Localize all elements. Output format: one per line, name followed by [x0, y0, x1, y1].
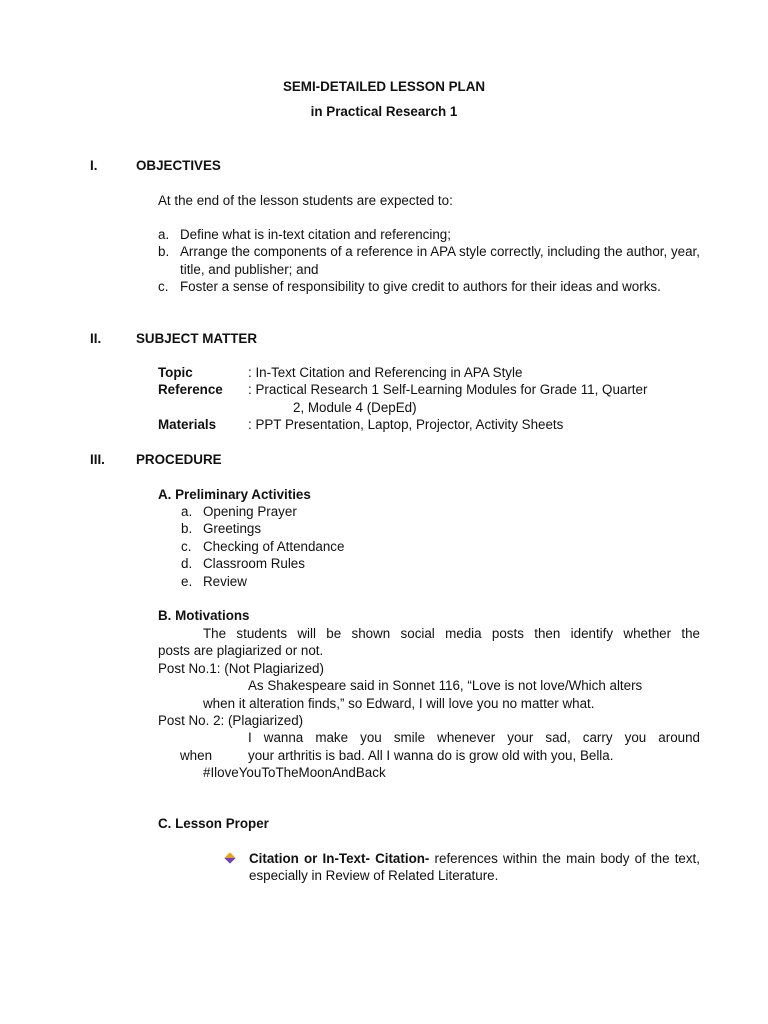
subject-matter-table — [158, 364, 700, 434]
list-item: c. Checking of Attendance — [181, 538, 345, 554]
section-numeral-subject-matter: II. — [90, 331, 102, 346]
preliminary-list — [181, 503, 481, 590]
objectives-intro: At the end of the lesson students are expected to: — [158, 193, 453, 208]
objectives-list — [158, 226, 700, 296]
document-title: SEMI-DETAILED LESSON PLAN — [282, 79, 486, 94]
list-item: a. Define what is in-text citation and referencing; — [158, 227, 451, 242]
section-heading-subject-matter: SUBJECT MATTER — [136, 331, 258, 346]
reference-row: Reference : Practical Research 1 Self-Learning Modules for Grade 11, Quarter 2, Module 4 (DepEd) — [158, 382, 648, 415]
preliminary-heading: A. Preliminary Activities — [158, 487, 311, 502]
list-item: c. Foster a sense of responsibility to give credit to authors for their ideas and works. — [158, 279, 661, 295]
document-subtitle: in Practical Research 1 — [310, 104, 458, 119]
section-numeral-objectives: I. — [90, 158, 98, 173]
motivations-body: The students will be shown social media posts then identify whether the posts are plagiarized or not. Post No.1: (Not Plagiarized) As Shakespeare said in Sonnet 116, “Love is not love/Which alters when it alteration finds,” so Edward, I will love you no matter what. Post No. 2: (Plagiarized) I wanna make you smile whenever your sad, carry you around when your arthritis is bad. All I wanna do is grow old with you, Bella. #IloveYouToTheMoonAndBack — [158, 626, 700, 781]
motivations-heading: B. Motivations — [158, 608, 250, 623]
list-item: a. Opening Prayer — [181, 504, 297, 519]
lesson-proper-bullet — [226, 850, 700, 885]
list-item: b. Arrange the components of a reference in APA style correctly, including the author, year, title, and publisher; and — [158, 244, 700, 277]
list-item: d. Classroom Rules — [181, 556, 305, 572]
list-item: b. Greetings — [181, 521, 262, 537]
definition-text: references within the main body of the text, especially in Review of Related Literature. — [249, 851, 700, 884]
materials-row: Materials : PPT Presentation, Laptop, Projector, Activity Sheets — [158, 417, 564, 433]
lesson-proper-heading: C. Lesson Proper — [158, 816, 269, 831]
definition-term: Citation or In-Text- Citation- — [249, 851, 430, 866]
section-numeral-procedure: III. — [90, 452, 105, 467]
topic-row: Topic : In-Text Citation and Referencing in APA Style — [158, 365, 523, 380]
section-heading-procedure: PROCEDURE — [136, 452, 222, 467]
section-heading-objectives: OBJECTIVES — [136, 158, 221, 173]
list-item: e. Review — [181, 573, 247, 589]
